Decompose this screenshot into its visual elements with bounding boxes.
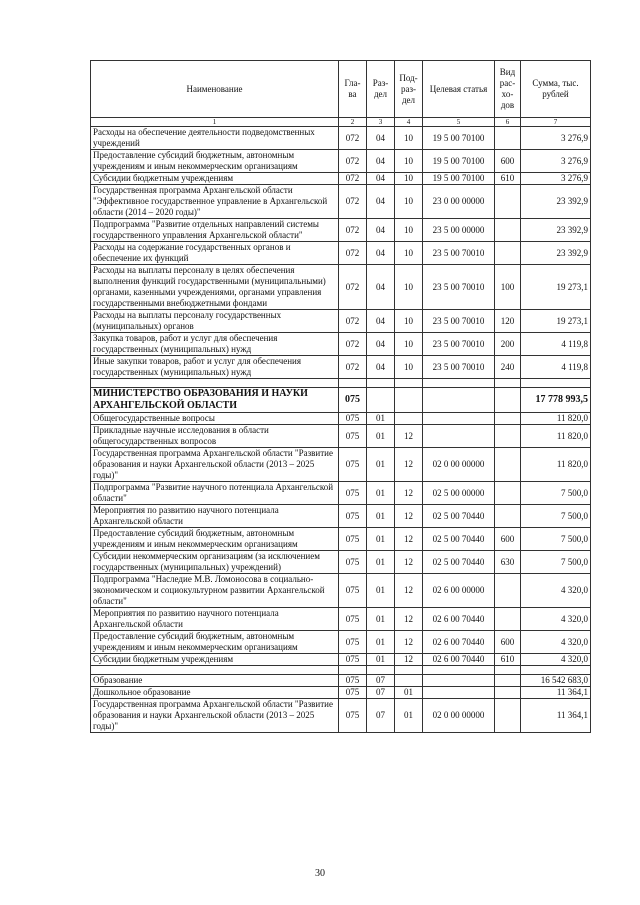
table-row [91,551,591,574]
cell-name: Расходы на содержание государственных органов и обеспечение их функций [91,242,339,265]
cell-glava: 072 [339,185,367,219]
cell-razdel: 04 [367,265,395,310]
column-number: 5 [423,118,495,127]
column-number: 1 [91,118,339,127]
header-sum: Сумма, тыс. рублей [521,61,591,118]
cell-target: 23 5 00 70010 [423,333,495,356]
cell-razdel: 07 [367,687,395,699]
cell-sum: 4 320,0 [521,654,591,666]
cell-name: Подпрограмма "Наследие М.В. Ломоносова в социально-экономическом и социокультурном развитии Архангельской области" [91,574,339,608]
cell-sum: 11 364,1 [521,687,591,699]
column-number: 7 [521,118,591,127]
cell-glava: 072 [339,356,367,379]
cell-glava: 075 [339,631,367,654]
cell-vid [495,687,521,699]
table-header-row [91,61,591,118]
cell-razdel: 01 [367,505,395,528]
table-row [91,219,591,242]
cell-podrazdel: 10 [395,219,423,242]
cell-target: 19 5 00 70100 [423,150,495,173]
table-row [91,699,591,733]
cell-razdel: 04 [367,127,395,150]
cell-name: Общегосударственные вопросы [91,413,339,425]
cell-podrazdel: 12 [395,425,423,448]
cell-name: Прикладные научные исследования в области общегосударственных вопросов [91,425,339,448]
cell-sum: 11 364,1 [521,699,591,733]
table-row [91,413,591,425]
header-target: Целевая статья [423,61,495,118]
cell-target [423,388,495,413]
cell-razdel: 01 [367,631,395,654]
cell-name: Субсидии бюджетным учреждениям [91,654,339,666]
cell-sum: 3 276,9 [521,127,591,150]
cell-podrazdel: 10 [395,242,423,265]
cell-vid: 120 [495,310,521,333]
cell-target [423,687,495,699]
cell-sum: 7 500,0 [521,528,591,551]
cell-target [423,675,495,687]
cell-podrazdel: 10 [395,150,423,173]
table-row [91,356,591,379]
cell-podrazdel: 10 [395,265,423,310]
cell-razdel: 04 [367,150,395,173]
cell-podrazdel: 12 [395,608,423,631]
cell-glava: 075 [339,675,367,687]
header-vid: Вид рас-хо-дов [495,61,521,118]
cell-name: Государственная программа Архангельской области "Развитие образования и науки Архангельской области (2013 – 2025 годы)" [91,699,339,733]
cell-razdel: 01 [367,425,395,448]
cell-podrazdel: 12 [395,505,423,528]
cell-vid: 240 [495,356,521,379]
header-razdel: Раз-дел [367,61,395,118]
table-row [91,265,591,310]
table-row [91,185,591,219]
cell-razdel [367,388,395,413]
spacer-row [91,379,591,388]
cell-razdel: 04 [367,333,395,356]
cell-glava: 075 [339,413,367,425]
cell-podrazdel: 12 [395,448,423,482]
cell-sum: 4 119,8 [521,333,591,356]
cell-podrazdel: 10 [395,333,423,356]
cell-name: Предоставление субсидий бюджетным, автономным учреждениям и иным некоммерческим организациям [91,528,339,551]
cell-glava: 075 [339,608,367,631]
cell-sum: 4 320,0 [521,574,591,608]
cell-glava: 072 [339,310,367,333]
header-name: Наименование [91,61,339,118]
table-row [91,505,591,528]
table-row [91,150,591,173]
spacer-cell [395,666,423,675]
cell-glava: 072 [339,242,367,265]
cell-name: Подпрограмма "Развитие научного потенциала Архангельской области" [91,482,339,505]
cell-target: 02 6 00 70440 [423,608,495,631]
cell-target: 23 0 00 00000 [423,185,495,219]
cell-podrazdel: 12 [395,482,423,505]
cell-podrazdel: 10 [395,185,423,219]
cell-sum: 3 276,9 [521,150,591,173]
cell-glava: 072 [339,219,367,242]
cell-sum: 11 820,0 [521,425,591,448]
cell-razdel: 04 [367,219,395,242]
spacer-cell [423,666,495,675]
table-row [91,173,591,185]
cell-target: 23 5 00 70010 [423,356,495,379]
spacer-cell [495,666,521,675]
spacer-cell [521,379,591,388]
cell-sum: 4 119,8 [521,356,591,379]
cell-razdel: 01 [367,654,395,666]
cell-razdel: 01 [367,528,395,551]
cell-target: 23 5 00 00000 [423,219,495,242]
spacer-cell [339,666,367,675]
table-row [91,482,591,505]
cell-name: Расходы на выплаты персоналу государственных (муниципальных) органов [91,310,339,333]
cell-vid [495,574,521,608]
cell-podrazdel: 01 [395,699,423,733]
cell-vid [495,608,521,631]
cell-razdel: 01 [367,448,395,482]
spacer-cell [395,379,423,388]
cell-sum: 7 500,0 [521,505,591,528]
cell-glava: 072 [339,333,367,356]
spacer-cell [367,666,395,675]
cell-podrazdel: 10 [395,127,423,150]
column-number-row [91,118,591,127]
cell-vid [495,425,521,448]
cell-razdel: 07 [367,675,395,687]
cell-vid [495,242,521,265]
cell-sum: 19 273,1 [521,310,591,333]
spacer-cell [91,666,339,675]
cell-target: 02 5 00 00000 [423,482,495,505]
table-row [91,127,591,150]
cell-vid: 200 [495,333,521,356]
cell-sum: 23 392,9 [521,242,591,265]
cell-vid: 600 [495,528,521,551]
cell-target: 02 5 00 70440 [423,551,495,574]
header-podrazdel: Под-раз-дел [395,61,423,118]
cell-target: 02 0 00 00000 [423,448,495,482]
cell-glava: 075 [339,482,367,505]
cell-name: Предоставление субсидий бюджетным, автономным учреждениям и иным некоммерческим организациям [91,150,339,173]
table-row [91,425,591,448]
cell-name: Предоставление субсидий бюджетным, автономным учреждениям и иным некоммерческим организациям [91,631,339,654]
cell-razdel: 04 [367,242,395,265]
cell-vid [495,448,521,482]
cell-podrazdel: 12 [395,631,423,654]
table-body [91,127,591,733]
spacer-row [91,666,591,675]
table-row [91,654,591,666]
cell-name: Государственная программа Архангельской области "Развитие образования и науки Архангельской области (2013 – 2025 годы)" [91,448,339,482]
spacer-cell [339,379,367,388]
cell-podrazdel: 12 [395,654,423,666]
spacer-cell [495,379,521,388]
cell-podrazdel: 10 [395,173,423,185]
table-row [91,528,591,551]
cell-glava: 075 [339,425,367,448]
cell-vid: 600 [495,631,521,654]
cell-vid [495,185,521,219]
cell-vid: 600 [495,150,521,173]
cell-name: Иные закупки товаров, работ и услуг для обеспечения государственных (муниципальных) нужд [91,356,339,379]
cell-sum: 19 273,1 [521,265,591,310]
cell-sum: 17 778 993,5 [521,388,591,413]
cell-target: 23 5 00 70010 [423,310,495,333]
ministry-row [91,388,591,413]
cell-glava: 075 [339,448,367,482]
table-row [91,448,591,482]
cell-name: Подпрограмма "Развитие отдельных направлений системы государственного управления Архангельской области" [91,219,339,242]
cell-target: 02 0 00 00000 [423,699,495,733]
cell-podrazdel: 12 [395,528,423,551]
cell-sum: 4 320,0 [521,631,591,654]
cell-target: 02 5 00 70440 [423,505,495,528]
cell-glava: 075 [339,574,367,608]
cell-name: Расходы на выплаты персоналу в целях обеспечения выполнения функций государственными (муниципальными) органами, казенными учреждениями, органами управления государственными внебюджетными фондами [91,265,339,310]
cell-name: МИНИСТЕРСТВО ОБРАЗОВАНИЯ И НАУКИ АРХАНГЕЛЬСКОЙ ОБЛАСТИ [91,388,339,413]
cell-vid [495,388,521,413]
cell-name: Мероприятия по развитию научного потенциала Архангельской области [91,505,339,528]
cell-target: 19 5 00 70100 [423,127,495,150]
cell-vid: 610 [495,173,521,185]
cell-glava: 075 [339,699,367,733]
cell-razdel: 04 [367,310,395,333]
cell-razdel: 04 [367,173,395,185]
cell-vid [495,482,521,505]
cell-sum: 11 820,0 [521,413,591,425]
cell-razdel: 01 [367,482,395,505]
cell-glava: 075 [339,505,367,528]
cell-name: Субсидии некоммерческим организациям (за исключением государственных (муниципальных) учреждений) [91,551,339,574]
cell-razdel: 01 [367,551,395,574]
cell-vid: 610 [495,654,521,666]
table-row [91,608,591,631]
cell-glava: 072 [339,127,367,150]
cell-vid [495,219,521,242]
cell-sum: 7 500,0 [521,551,591,574]
column-number: 6 [495,118,521,127]
table-row [91,574,591,608]
cell-sum: 16 542 683,0 [521,675,591,687]
cell-glava: 072 [339,150,367,173]
cell-target: 02 6 00 00000 [423,574,495,608]
cell-name: Государственная программа Архангельской области "Эффективное государственное управление в Архангельской области (2014 – 2020 годы)" [91,185,339,219]
cell-podrazdel: 12 [395,574,423,608]
header-glava: Гла-ва [339,61,367,118]
cell-podrazdel: 10 [395,310,423,333]
cell-podrazdel: 01 [395,687,423,699]
cell-podrazdel [395,413,423,425]
cell-razdel: 01 [367,574,395,608]
cell-name: Субсидии бюджетным учреждениям [91,173,339,185]
cell-name: Мероприятия по развитию научного потенциала Архангельской области [91,608,339,631]
cell-target: 02 5 00 70440 [423,528,495,551]
cell-sum: 7 500,0 [521,482,591,505]
cell-glava: 075 [339,551,367,574]
spacer-cell [91,379,339,388]
cell-podrazdel: 12 [395,551,423,574]
cell-razdel: 01 [367,608,395,631]
cell-sum: 3 276,9 [521,173,591,185]
spacer-cell [367,379,395,388]
cell-name: Расходы на обеспечение деятельности подведомственных учреждений [91,127,339,150]
cell-vid [495,699,521,733]
cell-razdel: 04 [367,185,395,219]
cell-target [423,413,495,425]
cell-vid [495,413,521,425]
cell-vid: 630 [495,551,521,574]
cell-name: Дошкольное образование [91,687,339,699]
cell-vid [495,675,521,687]
cell-glava: 075 [339,654,367,666]
cell-target: 02 6 00 70440 [423,654,495,666]
cell-target: 23 5 00 70010 [423,265,495,310]
cell-podrazdel: 10 [395,356,423,379]
cell-glava: 072 [339,265,367,310]
table-row [91,310,591,333]
table-row [91,242,591,265]
cell-sum: 23 392,9 [521,219,591,242]
cell-razdel: 01 [367,413,395,425]
cell-target: 02 6 00 70440 [423,631,495,654]
cell-name: Закупка товаров, работ и услуг для обеспечения государственных (муниципальных) нужд [91,333,339,356]
cell-sum: 11 820,0 [521,448,591,482]
table-row [91,687,591,699]
table-row [91,631,591,654]
column-number: 3 [367,118,395,127]
cell-razdel: 04 [367,356,395,379]
cell-vid: 100 [495,265,521,310]
cell-name: Образование [91,675,339,687]
cell-target [423,425,495,448]
table-row [91,675,591,687]
cell-vid [495,505,521,528]
cell-vid [495,127,521,150]
cell-razdel: 07 [367,699,395,733]
cell-target: 23 5 00 70010 [423,242,495,265]
cell-podrazdel [395,388,423,413]
spacer-cell [423,379,495,388]
cell-target: 19 5 00 70100 [423,173,495,185]
column-number: 2 [339,118,367,127]
spacer-cell [521,666,591,675]
cell-glava: 072 [339,173,367,185]
cell-sum: 4 320,0 [521,608,591,631]
page-number: 30 [315,868,325,879]
cell-glava: 075 [339,388,367,413]
budget-table [90,60,591,733]
cell-glava: 075 [339,528,367,551]
column-number: 4 [395,118,423,127]
table-row [91,333,591,356]
cell-glava: 075 [339,687,367,699]
cell-podrazdel [395,675,423,687]
cell-sum: 23 392,9 [521,185,591,219]
